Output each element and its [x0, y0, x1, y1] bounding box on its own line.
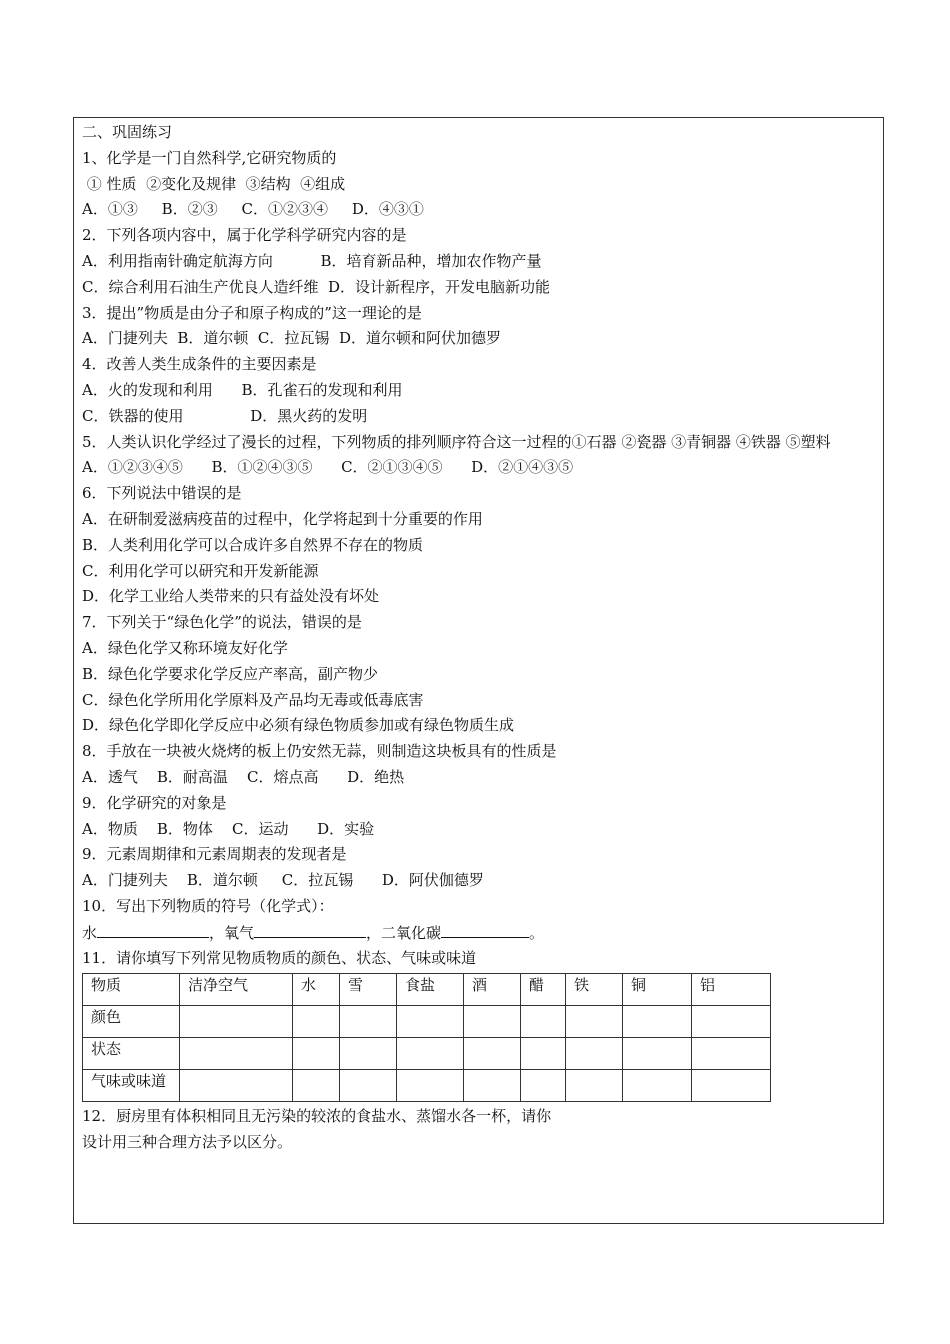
q7-option-a: A．绿色化学又称环境友好化学 — [82, 638, 288, 657]
q10-oxygen-label: ，氧气 — [209, 923, 255, 942]
q6-option-a: A．在研制爱滋病疫苗的过程中，化学将起到十分重要的作用 — [82, 509, 483, 528]
exercise-frame — [73, 117, 884, 1224]
q1-items: ① 性质 ②变化及规律 ③结构 ④组成 — [82, 174, 346, 193]
q9b-stem: 9．元素周期律和元素周期表的发现者是 — [82, 845, 347, 864]
answer-cell[interactable] — [397, 1070, 464, 1102]
q11-stem: 11．请你填写下列常见物质物质的颜色、状态、气味或味道 — [82, 948, 477, 967]
answer-cell[interactable] — [180, 1006, 293, 1038]
q3-stem: 3．提出”物质是由分子和原子构成的”这一理论的是 — [82, 303, 422, 322]
q4-options-1: A．火的发现和利用 B．孔雀石的发现和利用 — [82, 380, 403, 399]
table-row — [83, 1006, 771, 1038]
answer-cell[interactable] — [521, 1038, 566, 1070]
answer-cell[interactable] — [397, 1038, 464, 1070]
q9b-options: A．门捷列夫 B．道尔顿 C．拉瓦锡 D．阿伏伽德罗 — [82, 871, 484, 890]
answer-cell[interactable] — [521, 1070, 566, 1102]
answer-cell[interactable] — [566, 1070, 623, 1102]
properties-table — [82, 973, 771, 1102]
q10-water-label: 水 — [82, 923, 98, 942]
exercise-content — [82, 120, 877, 1156]
answer-cell[interactable] — [464, 1006, 521, 1038]
q6-stem: 6．下列说法中错误的是 — [82, 484, 242, 503]
q8-options: A．透气 B．耐高温 C．熔点高 D．绝热 — [82, 767, 405, 786]
answer-cell[interactable] — [180, 1070, 293, 1102]
answer-cell[interactable] — [623, 1006, 692, 1038]
answer-cell[interactable] — [521, 1006, 566, 1038]
answer-cell[interactable] — [623, 1038, 692, 1070]
water-formula-blank[interactable] — [97, 920, 209, 938]
q2-stem: 2．下列各项内容中，属于化学科学研究内容的是 — [82, 226, 407, 245]
table-header-cell: 铜 — [623, 974, 692, 1006]
answer-cell[interactable] — [464, 1038, 521, 1070]
answer-cell[interactable] — [397, 1006, 464, 1038]
answer-cell[interactable] — [293, 1038, 340, 1070]
row-label-smell: 气味或味道 — [83, 1070, 180, 1102]
q3-options: A．门捷列夫 B．道尔顿 C．拉瓦锡 D．道尔顿和阿伏加德罗 — [82, 329, 501, 348]
answer-cell[interactable] — [692, 1006, 771, 1038]
q7-option-c: C．绿色化学所用化学原料及产品均无毒或低毒底害 — [82, 690, 424, 709]
q9a-stem: 9．化学研究的对象是 — [82, 793, 227, 812]
table-header-cell: 酒 — [464, 974, 521, 1006]
answer-cell[interactable] — [340, 1038, 397, 1070]
answer-cell[interactable] — [293, 1006, 340, 1038]
q10-end: 。 — [529, 923, 545, 942]
q7-option-b: B．绿色化学要求化学反应产率高，副产物少 — [82, 664, 379, 683]
answer-cell[interactable] — [293, 1070, 340, 1102]
q4-stem: 4．改善人类生成条件的主要因素是 — [82, 355, 317, 374]
table-row — [83, 1070, 771, 1102]
table-row — [83, 1038, 771, 1070]
row-label-state: 状态 — [83, 1038, 180, 1070]
oxygen-formula-blank[interactable] — [254, 920, 366, 938]
q2-options-1: A．利用指南针确定航海方向 B．培育新品种，增加农作物产量 — [82, 251, 542, 270]
q5-options: A．①②③④⑤ B．①②④③⑤ C．②①③④⑤ D．②①④③⑤ — [82, 458, 574, 477]
answer-cell[interactable] — [180, 1038, 293, 1070]
table-header-cell: 食盐 — [397, 974, 464, 1006]
answer-cell[interactable] — [692, 1038, 771, 1070]
q10-co2-label: ，二氧化碳 — [366, 923, 442, 942]
table-header-cell: 洁净空气 — [180, 974, 293, 1006]
table-header-cell: 铝 — [692, 974, 771, 1006]
q1-options: A．①③ B．②③ C．①②③④ D．④③① — [82, 200, 424, 219]
answer-cell[interactable] — [692, 1070, 771, 1102]
co2-formula-blank[interactable] — [441, 920, 529, 938]
q6-option-b: B．人类利用化学可以合成许多自然界不存在的物质 — [82, 535, 424, 554]
q2-options-2: C．综合利用石油生产优良人造纤维 D．设计新程序，开发电脑新功能 — [82, 277, 551, 296]
table-header-cell: 水 — [293, 974, 340, 1006]
row-label-color: 颜色 — [83, 1006, 180, 1038]
q12-line-1: 12．厨房里有体积相同且无污染的较浓的食盐水、蒸馏水各一杯，请你 — [82, 1107, 552, 1126]
q1-stem: 1、化学是一门自然科学,它研究物质的 — [82, 148, 337, 167]
table-header-cell: 物质 — [83, 974, 180, 1006]
q12-line-2: 设计用三种合理方法予以区分。 — [82, 1133, 293, 1152]
answer-cell[interactable] — [566, 1006, 623, 1038]
q6-option-d: D．化学工业给人类带来的只有益处没有坏处 — [82, 587, 380, 606]
answer-cell[interactable] — [340, 1006, 397, 1038]
table-header-cell: 雪 — [340, 974, 397, 1006]
section-title: 二、巩固练习 — [82, 123, 173, 141]
q9a-options: A．物质 B．物体 C．运动 D．实验 — [82, 819, 375, 838]
q8-stem: 8．手放在一块被火烧烤的板上仍安然无蒜，则制造这块板具有的性质是 — [82, 742, 557, 761]
q7-option-d: D．绿色化学即化学反应中必须有绿色物质参加或有绿色物质生成 — [82, 716, 515, 735]
q5-stem: 5．人类认识化学经过了漫长的过程，下列物质的排列顺序符合这一过程的①石器 ②瓷器 ③青铜器 ④铁器 ⑤塑料 — [82, 432, 831, 451]
answer-cell[interactable] — [340, 1070, 397, 1102]
table-header-row — [83, 974, 771, 1006]
q10-stem: 10．写出下列物质的符号（化学式）： — [82, 896, 334, 915]
answer-cell[interactable] — [464, 1070, 521, 1102]
q7-stem: 7．下列关于“绿色化学”的说法，错误的是 — [82, 613, 362, 632]
q4-options-2: C．铁器的使用 D．黑火药的发明 — [82, 406, 368, 425]
q10-answers — [82, 920, 877, 946]
q6-option-c: C．利用化学可以研究和开发新能源 — [82, 561, 319, 580]
answer-cell[interactable] — [566, 1038, 623, 1070]
answer-cell[interactable] — [623, 1070, 692, 1102]
table-header-cell: 铁 — [566, 974, 623, 1006]
table-header-cell: 醋 — [521, 974, 566, 1006]
